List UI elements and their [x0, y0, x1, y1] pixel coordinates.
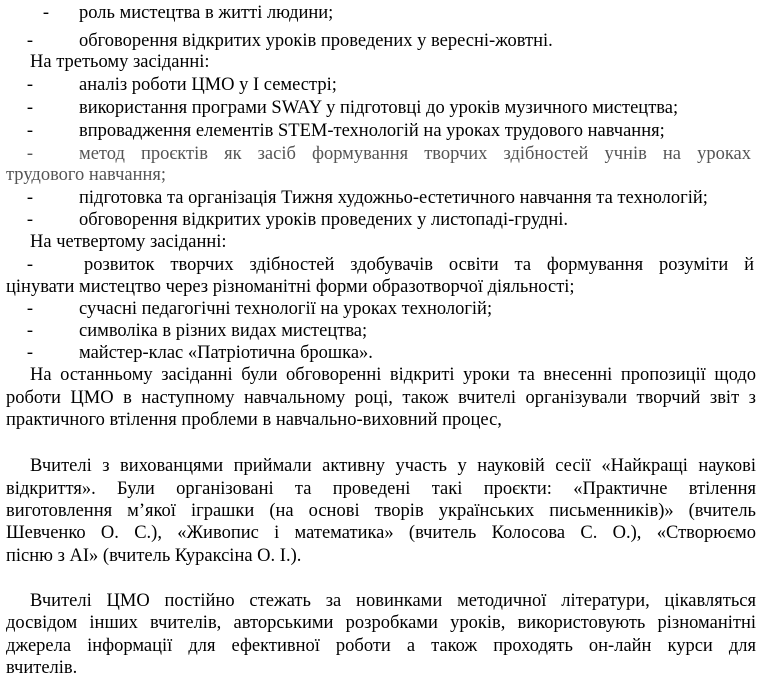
list-dash: -	[26, 255, 34, 275]
list-item-text: майстер-клас «Патріотична брошка».	[79, 343, 373, 363]
section-heading: На третьому засіданні:	[30, 52, 210, 72]
list-item-text: символіка в різних видах мистецтва;	[79, 321, 368, 341]
section-heading: На четвертому засіданні:	[30, 232, 227, 252]
list-item-text: роль мистецтва в житті людини;	[79, 3, 334, 23]
list-item-text: використання програми SWAY у підготовці до уроків музичного мистецтва;	[79, 98, 679, 118]
list-dash: -	[26, 299, 34, 319]
paragraph-line: роботи ЦМО в наступному навчальному році, також вчителі організували творчий звіт з	[6, 388, 756, 408]
paragraph-line: Шевченко О. С.), «Живопис і математика» (вчитель Колосова С. О.), «Створюємо	[6, 523, 756, 543]
list-dash: -	[26, 75, 34, 95]
paragraph-line: Вчителі ЦМО постійно стежать за новинками методичної літератури, цікавляться	[30, 591, 756, 611]
paragraph-line: вчителів.	[6, 658, 78, 678]
list-dash: -	[26, 31, 34, 51]
list-dash: -	[26, 343, 34, 363]
list-item-continuation: трудового навчання;	[6, 165, 167, 185]
paragraph-line: Вчителі з вихованцями приймали активну участь у науковій сесії «Найкращі наукові	[30, 456, 756, 476]
paragraph-line: На останньому засіданні були обговоренні відкриті уроки та внесенні пропозиції щодо	[30, 365, 756, 385]
paragraph-line: відкриття». Були організовані та проведені такі проєкти: «Практичне втілення	[6, 479, 756, 499]
paragraph-line: джерела інформації для ефективної роботи а також проходять он-лайн курси для	[6, 636, 756, 656]
list-item-text: метод проєктів як засіб формування творчих здібностей учнів на уроках	[79, 144, 751, 164]
list-dash: -	[26, 188, 34, 208]
list-dash: -	[26, 98, 34, 118]
list-item-text: обговорення відкритих уроків проведених у листопаді-грудні.	[79, 210, 569, 230]
list-dash: -	[26, 321, 34, 341]
list-item-text: аналіз роботи ЦМО у I семестрі;	[79, 75, 337, 95]
list-item-text: впровадження елементів STEM-технологій на уроках трудового навчання;	[79, 121, 665, 141]
paragraph-line: виготовлення м’якої іграшки (на основі творів українських письменників)» (вчитель	[6, 501, 756, 521]
list-item-continuation: цінувати мистецтво через різноманітні форми образотворчої діяльності;	[6, 277, 575, 297]
list-dash: -	[42, 3, 50, 23]
list-item-text: обговорення відкритих уроків проведених у вересні-жовтні.	[79, 31, 553, 51]
paragraph-line: досвідом інших вчителів, авторськими розробками уроків, використовують різноманітні	[6, 613, 756, 633]
list-item-text: сучасні педагогічні технології на уроках технологій;	[79, 299, 493, 319]
paragraph-line: практичного втілення проблеми в навчально-виховний процес,	[6, 410, 502, 430]
list-item-text: підготовка та організація Тижня художньо-естетичного навчання та технологій;	[79, 188, 708, 208]
list-dash: -	[26, 121, 34, 141]
list-item-text: розвиток творчих здібностей здобувачів освіти та формування розуміти й	[84, 255, 754, 275]
paragraph-line: пісню з АІ» (вчитель Кураксіна О. І.).	[6, 546, 302, 566]
list-dash: -	[26, 210, 34, 230]
list-dash: -	[26, 144, 34, 164]
